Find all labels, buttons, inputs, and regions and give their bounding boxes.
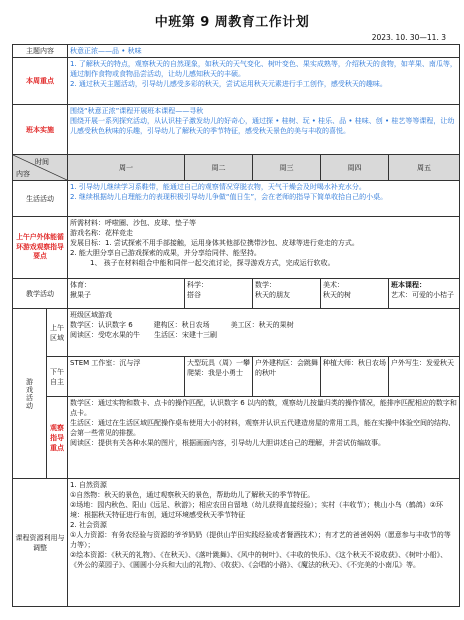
outdoor-line: 所需材料：呼啦圈、沙包、皮球、垫子等: [70, 219, 196, 227]
teaching-art: [321, 279, 389, 309]
teaching-subject: 班本课程：: [391, 281, 426, 289]
page-title: 中班第 9 周教育工作计划: [154, 15, 310, 30]
afternoon-construction: 户外建构区：会跳舞的秋叶: [253, 357, 321, 397]
teaching-title: 艺术：可爱的小桔子: [391, 291, 454, 299]
resources-line: 1. 自然资源: [70, 481, 107, 489]
class-practice-line: 围绕“秋意正浓”课程开展班本课程——寻秋: [70, 107, 204, 115]
outdoor-line: 1、 孩子在材料组合中能和同伴一起交流讨论，探寻游戏方式，完成运行软收。: [90, 259, 335, 267]
class-practice-content: [68, 105, 460, 155]
resources-line: 2. 社会资源: [70, 521, 107, 529]
game-label-text: 游戏活动: [25, 377, 34, 410]
life-activity-label: 生活活动: [13, 181, 68, 217]
focus-content: [68, 58, 460, 105]
teaching-subject: 美术：: [323, 281, 344, 289]
class-practice-label: 班本实施: [13, 105, 68, 155]
outdoor-content: [68, 217, 460, 279]
morning-line: 阅读区：受吃水果的牛 生活区：宋建十三刷: [70, 331, 217, 339]
teaching-math: [253, 279, 321, 309]
life-line: 2. 继续根据幼儿自理能力的表现积极引导幼儿争做“值日生”，会在老师的指导下简单收拾自己的小桌。: [70, 193, 388, 201]
day-monday: 周一: [68, 155, 185, 181]
date-range: 2023. 10. 30—11. 3: [371, 33, 446, 42]
afternoon-big-toys: 大型玩具（周）一攀爬架：我是小勇士: [185, 357, 253, 397]
afternoon-planting: 种植大师：秋日农场: [321, 357, 389, 397]
teaching-subject: 数学：: [255, 281, 276, 289]
teaching-subject: 体育：: [70, 281, 91, 289]
weekly-plan-table: [12, 44, 460, 607]
teaching-class-course: [389, 279, 460, 309]
corner-content: 内容: [16, 170, 30, 178]
game-morning-label: 上午区域: [47, 309, 68, 357]
resources-label: 课程资源利用与调整: [13, 479, 68, 607]
teaching-title: 秋天的树: [323, 291, 351, 299]
theme-label: 主题内容: [13, 45, 68, 58]
observe-line: 阅读区：提供有关各种水果的图片，根据画面内容，引导幼儿大胆讲述自己的理解，并尝试仿编故事。: [70, 439, 385, 447]
outdoor-line: 游戏名称：花样竞走: [70, 229, 133, 237]
resources-line: ②绘本资源：《秋天的礼物》、《在秋天》、《落叶跳舞》、《风中的树叶》、《丰收的快乐》、《这个秋天不说收获》、《树叶小船》、《外公的菜园子》、《圆圆小分兵和大山的礼物》、《收获》、《会唱的小路》、《魔法的秋天》、《不完美的小南瓜》等。: [70, 551, 448, 569]
morning-line: 班级区域游戏: [70, 311, 112, 319]
day-tuesday: 周二: [185, 155, 253, 181]
resources-line: ①自然物：秋天的景色，通过观察秋天的景色，帮助幼儿了解秋天的季节特征。: [70, 491, 315, 499]
teaching-science: [185, 279, 253, 309]
game-morning-content: [68, 309, 460, 357]
teaching-pe: [68, 279, 185, 309]
theme-value: 秋意正浓——品 • 秋味: [68, 45, 460, 58]
game-label: [13, 309, 47, 479]
morning-line: 数学区：认识数字 6 建构区：秋日农场 美工区：秋天的果树: [70, 321, 294, 329]
corner-time: 时间: [35, 158, 49, 166]
observe-line: 生活区：通过在生活区域匹配操作桌布使用大小的材料，观察并认识五代建造房屋的常用工具，能在实操中体验空间的结构、会第一些常见的排摆。: [70, 419, 455, 437]
class-practice-line: 围绕开展一系列探究活动，从认识桂子激发幼儿的好奇心，通过探 • 桂树、玩 • 桂乐、品 • 桂味、创 • 桂艺等等课程，让幼儿感受秋色秋味的乐趣，引导幼儿了解秋天的季节特征，感受秋天景色的美与丰收的喜悦。: [70, 117, 455, 135]
focus-line: 2. 通过秋天主题活动，引导幼儿感受多彩的秋天，尝试运用秋天元素进行手工创作，感受秋天的趣味。: [70, 80, 387, 88]
life-line: 1. 引导幼儿继续学习系鞋带，能通过自己的观察情况穿脱衣物，天气干燥会及时喝水补充水分。: [70, 183, 366, 191]
life-activity-content: [68, 181, 460, 217]
schedule-corner: [13, 155, 68, 181]
outdoor-line: 2. 能大胆分享自己游戏探索的成果，并分享给同伴、能坚持。: [70, 249, 261, 257]
observe-content: [68, 397, 460, 479]
teaching-title: 搭谷: [187, 291, 201, 299]
day-friday: 周五: [389, 155, 460, 181]
observe-line: 数学区：通过实物和数卡、点卡的操作匹配，认识数字 6 以内的数，观察幼儿按量归类的操作情况，能排序匹配相应的数字和点卡。: [70, 399, 457, 417]
teaching-subject: 科学：: [187, 281, 208, 289]
focus-line: 1. 了解秋天的特点，观察秋天的自然现象，如秋天的天气变化、树叶变色、果实成熟等，介绍秋天的食物，如苹果、南瓜等，通过制作食物或食物品尝活动，让幼儿感知秋天的丰硕。: [70, 60, 457, 78]
outdoor-line: 发展目标：1. 尝试探索不用手部接触，运用身体其他部位携带沙包、皮球等进行竞走的方式。: [70, 239, 359, 247]
focus-label: 本周重点: [13, 58, 68, 105]
game-afternoon-label: 下午自主: [47, 357, 68, 397]
teaching-title: 秋天的朋友: [255, 291, 290, 299]
outdoor-label: 上午户外体能循环游戏观察指导要点: [13, 217, 68, 279]
resources-line: ②场地：园内秋色、阳山《远足、秋游》；相应农田自留地（幼儿获得直接经验）；实村（丰收节）；桃山小鸟（鹤鸽）②环境：根据秋天特征进行布创，通过环境感受秋天季节特征: [70, 501, 444, 519]
resources-line: ①人力资源：有务农经验与资源的爷爷奶奶（提供山芋田实践经验或者餐酒技术）；有才艺的爸爸妈妈（愿意参与丰收节的等力等）；: [70, 531, 451, 549]
observe-label: 观察指导重点: [47, 397, 68, 479]
teaching-title: 揪果子: [70, 291, 91, 299]
teaching-label: 教学活动: [13, 279, 68, 309]
resources-content: [68, 479, 460, 607]
day-wednesday: 周三: [253, 155, 321, 181]
afternoon-sketching: 户外写生：发爱秋天: [389, 357, 460, 397]
day-thursday: 周四: [321, 155, 389, 181]
afternoon-stem: STEM 工作室：沉与浮: [68, 357, 185, 397]
